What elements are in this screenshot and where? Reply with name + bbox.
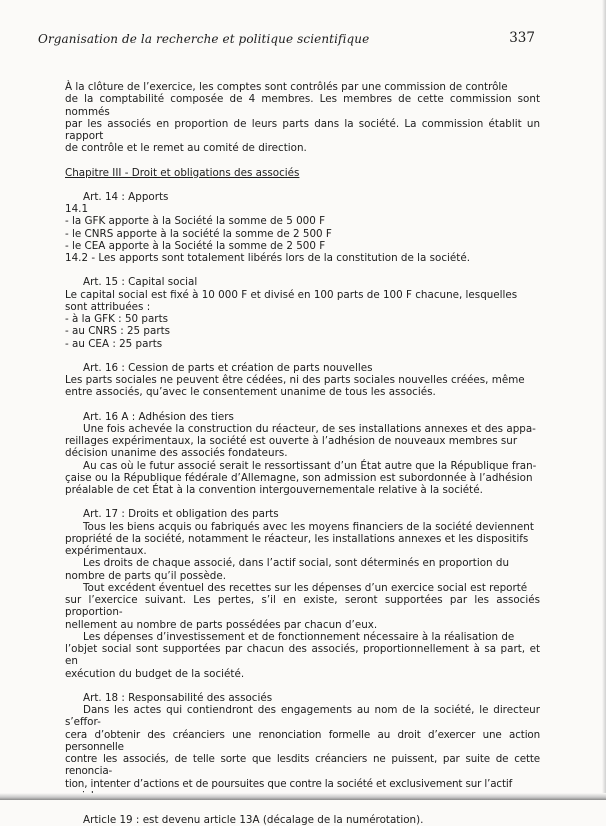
article-15-item: - au CEA : 25 parts <box>65 337 163 350</box>
article-16a-line: çaise ou la République fédérale d’Allemagne, son admission est subordonnée à l’adhésion <box>65 471 533 484</box>
article-17-line: exécution du budget de la société. <box>65 667 245 680</box>
article-16a-line: reillages expérimentaux, la société est ouverte à l’adhésion de nouveaux membres sur <box>65 435 518 447</box>
intro-line-1: À la clôture de l’exercice, les comptes sont contrôlés par une commission de contrôle <box>65 81 508 93</box>
article-17-line: Les dépenses d’investissement et de fonctionnement nécessaire à la réalisation de <box>83 630 515 643</box>
article-17-line: Tout excédent éventuel des recettes sur les dépenses d’un exercice social est reporté <box>83 581 528 594</box>
intro-line-4: de contrôle et le remet au comité de direction. <box>65 142 307 155</box>
article-19-note: Article 19 : est devenu article 13A (décalage de la numérotation). <box>83 814 424 826</box>
article-16a-line: Au cas où le futur associé serait le ressortissant d’un État autre que la République fran- <box>83 459 537 472</box>
scan-bottom-shadow <box>0 793 606 800</box>
scan-edge-shadow <box>602 0 606 800</box>
article-18-line: cera d’obtenir des créanciers une renonciation formelle au droit d’exercer une action personnelle <box>65 728 540 753</box>
article-15-line: Le capital social est fixé à 10 000 F et divisé en 100 parts de 100 F chacune, lesquelles <box>65 288 518 301</box>
article-16 <box>65 362 540 399</box>
page-number: 337 <box>509 30 535 46</box>
article-17-line: Les droits de chaque associé, dans l’actif social, sont déterminés en proportion du <box>83 557 509 570</box>
intro-line-2: de la comptabilité composée de 4 membres. Les membres de cette commission sont nommés <box>65 93 540 118</box>
article-14-sub2: 14.2 - Les apports sont totalement libérés lors de la constitution de la société. <box>65 252 470 264</box>
article-17-heading: Art. 17 : Droits et obligation des parts <box>83 508 279 521</box>
article-17-line: nombre de parts qu’il possède. <box>65 569 227 582</box>
article-16a-line: décision unanime des associés fondateurs. <box>65 447 288 460</box>
article-14-item: - la GFK apporte à la Société la somme de 5 000 F <box>65 215 326 228</box>
article-16-line: entre associés, qu’avec le consentement unanime de tous les associés. <box>65 386 436 399</box>
article-18 <box>65 692 540 802</box>
article-17-line: nellement au nombre de parts possédées par chacun d’eux. <box>65 618 378 631</box>
article-16-line: Les parts sociales ne peuvent être cédées, ni des parts sociales nouvelles créées, même <box>65 374 525 386</box>
article-14-heading: Art. 14 : Apports <box>83 190 169 203</box>
intro-paragraph <box>65 81 540 155</box>
article-16-heading: Art. 16 : Cession de parts et création de parts nouvelles <box>83 361 373 374</box>
article-15-heading: Art. 15 : Capital social <box>83 276 198 289</box>
article-17-line: Tous les biens acquis ou fabriqués avec les moyens financiers de la société deviennent <box>83 520 534 533</box>
article-17-line: sur l’exercice suivant. Les pertes, s’il en existe, seront supportées par les associés proportion- <box>65 594 540 619</box>
article-14-sub1: 14.1 <box>65 203 89 215</box>
article-16a-line: préalable de cet État à la convention intergouvernementale relative à la société. <box>65 484 483 496</box>
article-16a-heading: Art. 16 A : Adhésion des tiers <box>83 410 234 423</box>
article-14-item: - le CNRS apporte à la société la somme de 2 500 F <box>65 227 332 240</box>
article-17-line: expérimentaux. <box>65 545 147 557</box>
article-14-item: - le CEA apporte à la Société la somme de 2 500 F <box>65 239 326 252</box>
article-18-line: tion, intenter d’actions et de poursuites que contre la société et exclusivement sur l’actif <box>65 777 513 790</box>
article-15 <box>65 276 540 350</box>
article-15-item: - au CNRS : 25 parts <box>65 325 171 338</box>
article-14 <box>65 191 540 265</box>
article-17 <box>65 508 540 680</box>
article-17-line: l’objet social sont supportées par chacun des associés, proportionnellement à sa part, et en <box>65 643 540 668</box>
article-18-line: contre les associés, de telle sorte que lesdits créanciers ne puissent, par suite de cette renoncia- <box>65 753 540 778</box>
article-18-heading: Art. 18 : Responsabilité des associés <box>83 691 273 704</box>
article-16a <box>65 411 540 497</box>
article-18-line: Dans les actes qui contiendront des engagements au nom de la société, le directeur s’effor- <box>65 704 540 729</box>
article-15-item: - à la GFK : 50 parts <box>65 313 169 325</box>
running-head: Organisation de la recherche et politique scientifique <box>38 32 370 46</box>
chapter-title: Chapitre III - Droit et obligations des associés <box>65 166 300 179</box>
article-16a-line: Une fois achevée la construction du réacteur, de ses installations annexes et des appa- <box>83 422 536 435</box>
page-body <box>65 81 540 826</box>
article-17-line: propriété de la société, notamment le réacteur, les installations annexes et les dispositifs <box>65 532 529 545</box>
article-15-line: sont attribuées : <box>65 300 151 313</box>
intro-line-3: par les associés en proportion de leurs parts dans la société. La commission établit un rapport <box>65 117 540 142</box>
